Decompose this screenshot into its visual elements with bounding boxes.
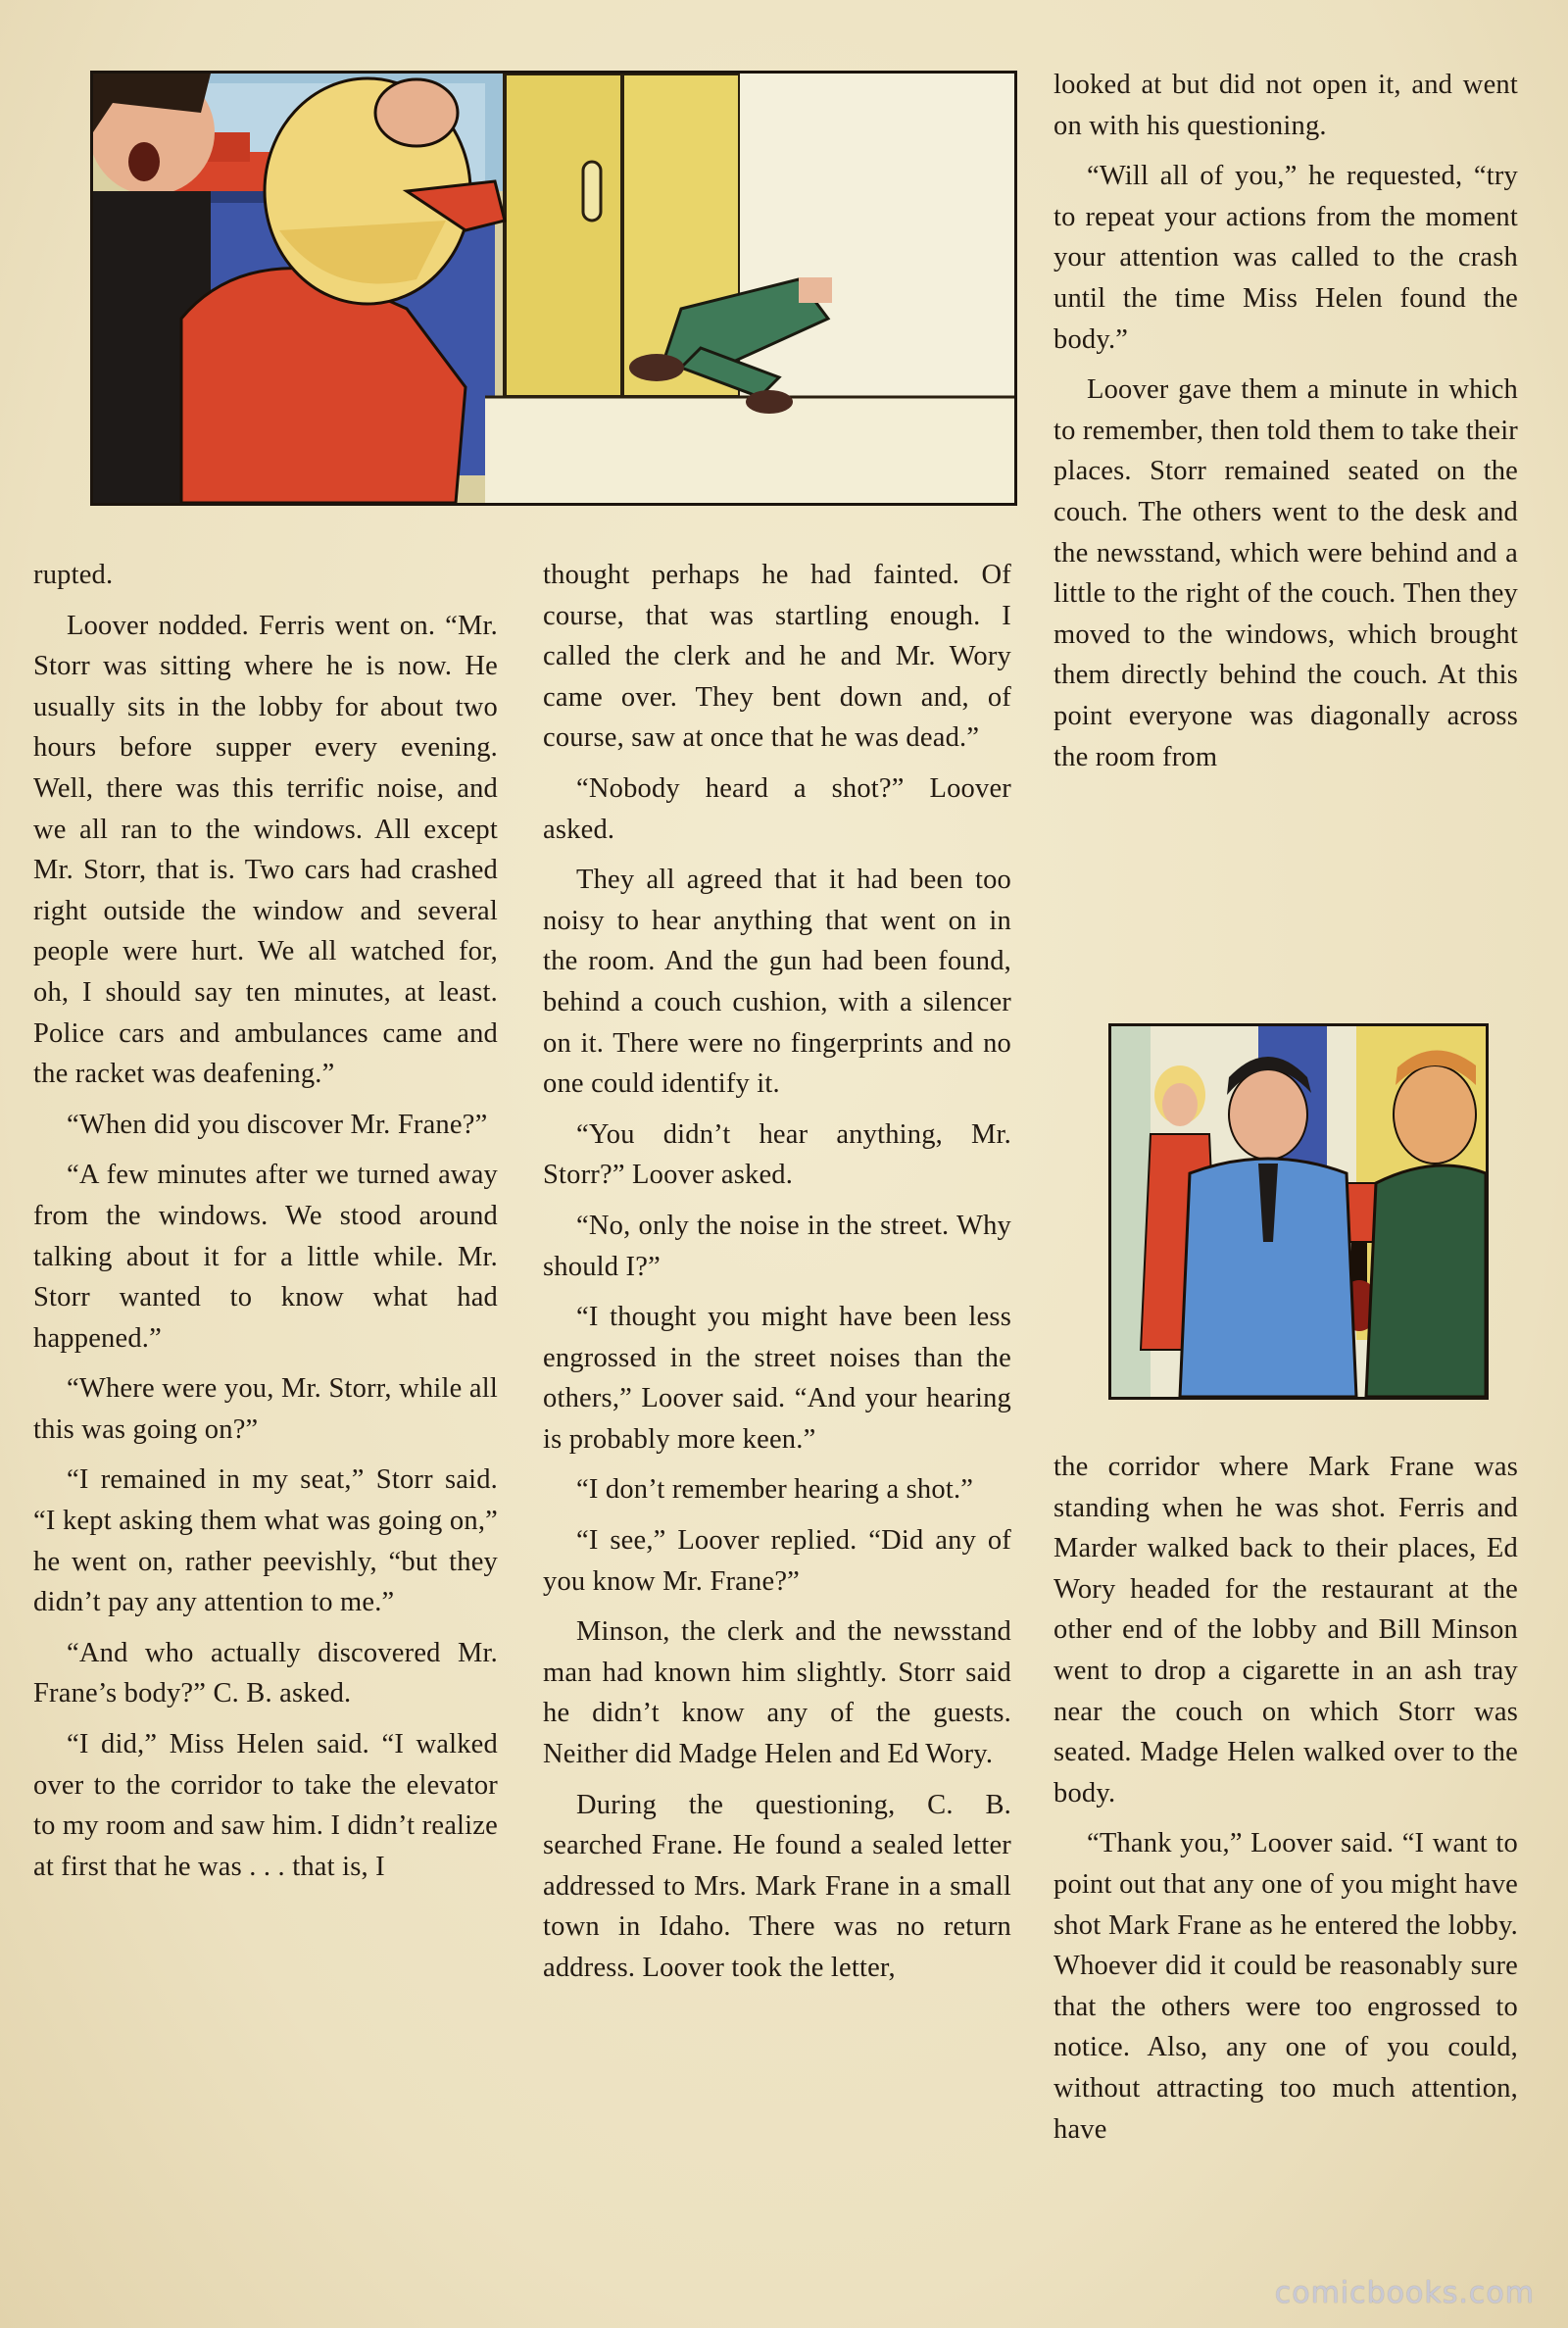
paragraph: “Thank you,” Loover said. “I want to point out that any one of you might have shot Mark Frane as he entered the lobby. Whoever did it could be reasonably sure that the others were too engrossed to notice. Also, any one of you could, without attracting too much attention, have bbox=[1054, 1828, 1518, 2145]
paragraph: Minson, the clerk and the newsstand man had known him slightly. Storr said he didn’t know any of the guests. Neither did Madge Helen and Ed Wory. bbox=[543, 1616, 1011, 1770]
paragraph: Loover gave them a minute in which to remember, then told them to take their places. Storr remained seated on the couch. The others went to the desk and the newsstand, which were behind and a little to the right of the couch. Then they moved to the windows, which brought them directly behind the couch. At this point everyone was diagonally across the room from bbox=[1054, 374, 1518, 772]
paragraph: Loover nodded. Ferris went on. “Mr. Storr was sitting where he is now. He usually sits in the lobby for about two hours before supper every evening. Well, there was this terrific noise, and we all ran to the windows. All except Mr. Storr, that is. Two cars had crashed right outside the window and several people were hurt. We all watched for, oh, I should say ten minutes, at least. Police cars and ambulances came and the racket was deafening.” bbox=[33, 610, 498, 1090]
paragraph: “I remained in my seat,” Storr said. “I kept asking them what was going on,” he went on, rather peevishly, “but they didn’t pay any attention to me.” bbox=[33, 1464, 498, 1618]
watermark: comicbooks.com bbox=[1274, 2276, 1535, 2310]
text-column-2 bbox=[543, 555, 1011, 1999]
paragraph: They all agreed that it had been too noisy to hear anything that went on in the room. And the gun had been found, behind a couch cushion, with a silencer on it. There were no fingerprints and no one could identify it. bbox=[543, 865, 1011, 1100]
paragraph: “I don’t remember hearing a shot.” bbox=[576, 1474, 974, 1506]
text-column-1 bbox=[33, 555, 498, 1897]
text-column-3-upper bbox=[1054, 65, 1518, 787]
paragraph: “A few minutes after we turned away from the windows. We stood around talking about it for a little while. Mr. Storr wanted to know what had happened.” bbox=[33, 1160, 498, 1354]
paragraph: “And who actually discovered Mr. Frane’s body?” C. B. asked. bbox=[33, 1637, 498, 1709]
illustration-panel-top bbox=[90, 71, 1017, 506]
paragraph: “I did,” Miss Helen said. “I walked over to the corridor to take the elevator to my room and saw him. I didn’t realize at first that he was . . . that is, I bbox=[33, 1729, 498, 1882]
paragraph: “I thought you might have been less engrossed in the street noises than the others,” Loover said. “And your hearing is probably more keen.” bbox=[543, 1302, 1011, 1455]
paragraph: During the questioning, C. B. searched Frane. He found a sealed letter addressed to Mrs. Mark Frane in a small town in Idaho. There was no return address. Loover took the letter, bbox=[543, 1789, 1011, 1983]
paragraph: rupted. bbox=[33, 560, 114, 590]
paragraph: “No, only the noise in the street. Why should I?” bbox=[543, 1210, 1011, 1282]
paragraph: thought perhaps he had fainted. Of course, that was startling enough. I called the clerk and he and Mr. Wory came over. They bent down and, of course, saw at once that he was dead.” bbox=[543, 560, 1011, 754]
paragraph: “You didn’t hear anything, Mr. Storr?” Loover asked. bbox=[543, 1118, 1011, 1191]
paragraph: looked at but did not open it, and went on with his questioning. bbox=[1054, 70, 1518, 141]
panel-art-woman-finds-body bbox=[93, 74, 1014, 503]
paragraph: “Where were you, Mr. Storr, while all this was going on?” bbox=[33, 1373, 498, 1445]
illustration-panel-small bbox=[1108, 1023, 1489, 1400]
paragraph: the corridor where Mark Frane was standing when he was shot. Ferris and Marder walked back to their places, Ed Wory headed for the restaurant at the other end of the lobby and Bill Minson went to drop a cigarette in an ash tray near the couch on which Storr was seated. Madge Helen walked over to the body. bbox=[1054, 1452, 1518, 1808]
paragraph: “Will all of you,” he requested, “try to repeat your actions from the moment your attention was called to the crash until the time Miss Helen found the body.” bbox=[1054, 161, 1518, 355]
paragraph: “I see,” Loover replied. “Did any of you know Mr. Frane?” bbox=[543, 1525, 1011, 1597]
panel-art-detectives-in-lobby bbox=[1111, 1026, 1486, 1397]
paragraph: “When did you discover Mr. Frane?” bbox=[67, 1109, 488, 1140]
paragraph: “Nobody heard a shot?” Loover asked. bbox=[543, 772, 1011, 845]
text-column-3-lower bbox=[1054, 1447, 1518, 2159]
